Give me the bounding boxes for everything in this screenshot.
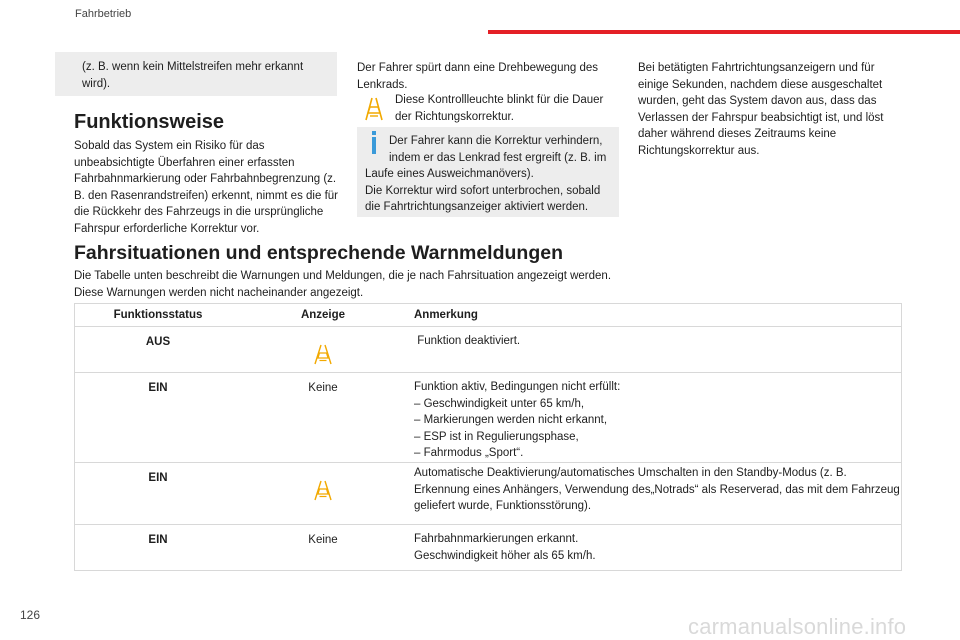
table-row	[75, 327, 902, 373]
intro-line-1: Die Tabelle unten beschreibt die Warnungen und Meldungen, die je nach Fahrsituation angezeigt werden.	[74, 270, 612, 282]
status-cell: EIN	[148, 382, 168, 394]
lane-warning-icon	[357, 93, 391, 123]
situations-intro	[74, 268, 894, 301]
steering-text: Der Fahrer spürt dann eine Drehbewegung des Lenkrads.	[357, 62, 599, 91]
situations-heading: Fahrsituationen und entsprechende Warnmeldungen	[74, 242, 563, 264]
remark-cell	[405, 373, 902, 463]
remark-text: Fahrbahnmarkierungen erkannt.	[414, 532, 579, 545]
header-display: Anzeige	[300, 308, 346, 321]
lane-warning-icon	[241, 327, 405, 373]
lane-warning-icon	[241, 462, 405, 524]
header-accent-bar	[488, 30, 960, 34]
table-row	[75, 373, 902, 463]
remark-text-2: Geschwindigkeit höher als 65 km/h.	[414, 549, 596, 562]
list-item: – Fahrmodus „Sport“.	[414, 445, 901, 462]
remark-cell	[405, 524, 902, 570]
info-icon	[372, 131, 376, 135]
situations-table	[74, 303, 902, 571]
remark-cell: Automatische Deaktivierung/automatisches Umschalten in den Standby-Modus (z. B. Erkennung eines Anhängers, Verwendung des„Notrads“ als Reserverad, das mit dem Fahrzeug geliefert wurde, Funktionsstörung).	[414, 466, 900, 513]
table-row	[75, 462, 902, 524]
funktionsweise-text: Sobald das System ein Risiko für das unbeabsichtigte Überfahren einer erfassten Fahrbahnmarkierung oder Fahrbahnbegrenzung (z. B. den Rasenrandstreifen) erkennt, nimmt es die für die Rückkehr des Fahrzeugs in die ursprüngliche Fahrspur erforderliche Korrektur vor.	[74, 140, 338, 235]
info-text-2a: Laufe eines Ausweichmanövers).	[365, 168, 534, 180]
header-status: Funktionsstatus	[113, 308, 203, 321]
status-cell: EIN	[148, 471, 168, 484]
condition-list	[414, 396, 901, 462]
page-number: 126	[20, 608, 41, 622]
remark-cell	[405, 327, 902, 373]
top-note-text: (z. B. wenn kein Mittelstreifen mehr erkannt wird).	[82, 61, 304, 90]
header-remark: Anmerkung	[414, 308, 478, 321]
info-text-2	[365, 166, 615, 216]
info-text-3: Die Korrektur wird sofort unterbrochen, sobald die Fahrtrichtungsanzeiger aktiviert werden.	[365, 184, 601, 214]
warning-light-text: Diese Kontrollleuchte blinkt für die Dauer der Richtungskorrektur.	[395, 94, 604, 123]
status-cell: AUS	[145, 336, 171, 348]
status-cell: EIN	[148, 533, 168, 546]
info-text-1: Der Fahrer kann die Korrektur verhindern, indem er das Lenkrad fest ergreift (z. B. im	[389, 135, 607, 164]
info-icon-bar	[372, 137, 376, 154]
table-header-row	[75, 304, 902, 327]
remark-text: Funktion deaktiviert.	[417, 335, 521, 347]
table-row	[75, 524, 902, 570]
list-item: – Geschwindigkeit unter 65 km/h,	[414, 396, 901, 413]
list-item: – Markierungen werden nicht erkannt,	[414, 412, 901, 429]
watermark: carmanualsonline.info	[688, 614, 907, 639]
display-cell: Keine	[308, 533, 338, 546]
remark-text: Funktion aktiv, Bedingungen nicht erfüllt:	[414, 381, 621, 393]
turn-signal-text: Bei betätigten Fahrtrichtungsanzeigern und für einige Sekunden, nachdem diese ausgeschaltet wurden, geht das System davon aus, dass das Verlassen der Fahrspur beabsichtigt ist, und löst daher während dieses Zeitraums keine Richtungskorrektur aus.	[638, 62, 884, 157]
intro-line-2: Diese Warnungen werden nicht nacheinander angezeigt.	[74, 286, 364, 299]
section-title: Fahrbetrieb	[75, 8, 132, 20]
list-item: – ESP ist in Regulierungsphase,	[414, 429, 901, 446]
display-cell: Keine	[308, 382, 338, 394]
funktionsweise-heading: Funktionsweise	[74, 111, 225, 133]
